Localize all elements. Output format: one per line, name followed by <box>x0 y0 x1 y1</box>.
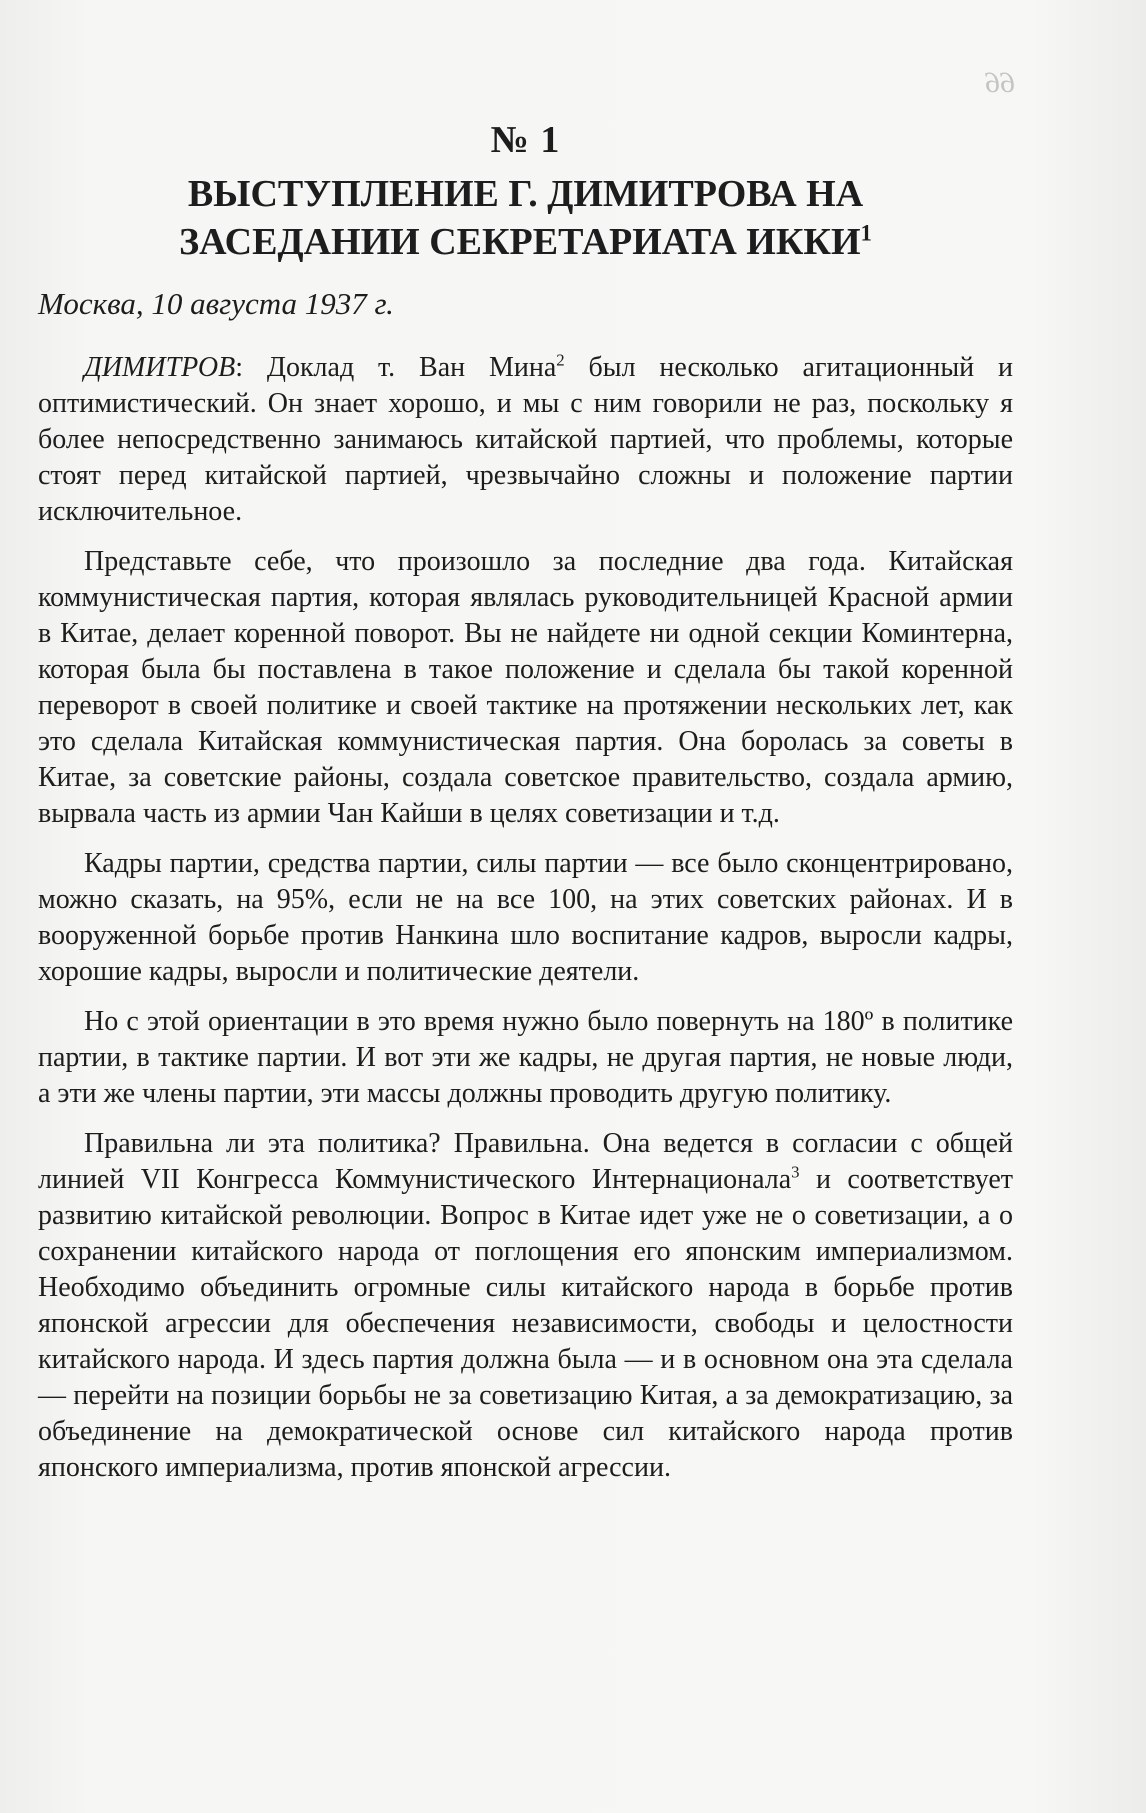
paragraph-3: Кадры партии, средства партии, силы партии — все было сконцентрировано, можно сказать, на 95%, если не на все 100, на этих советских районах. И в вооруженной борьбе против Нанкина шло воспитание кадров, выросли кадры, хорошие кадры, выросли и политические деятели. <box>38 848 1013 987</box>
date-line: Москва, 10 августа 1937 г. <box>38 286 394 321</box>
paragraph-4: Но с этой ориентации в это время нужно было повернуть на 180º в политике партии, в тактике партии. И вот эти же кадры, не другая партия, не новые люди, а эти же члены партии, эти массы должны проводить другую политику. <box>38 1006 1013 1109</box>
title-footnote-marker: 1 <box>860 220 872 246</box>
page-content <box>38 118 1013 1500</box>
paragraph-1-text-b: был несколько агитационный и оптимистический. Он знает хорошо, и мы с ним говорили не раз, поскольку я более непосредственно занимаюсь китайской партией, что проблемы, которые стоят перед китайской партией, чрезвычайно сложны и положение партии исключительное. <box>38 352 1013 527</box>
paragraph-1 <box>38 350 1013 530</box>
document-title <box>38 170 1013 266</box>
paragraph-2: Представьте себе, что произошло за последние два года. Китайская коммунистическая партия, которая являлась руководительницей Красной армии в Китае, делает коренной поворот. Вы не найдете ни одной секции Коминтерна, которая была бы поставлена в такое положение и сделала бы такой коренной переворот в своей политике и своей тактике на протяжении нескольких лет, как это сделала Китайская коммунистическая партия. Она боролась за советы в Китае, за советские районы, создала советское правительство, создала армию, вырвала часть из армии Чан Кайши в целях советизации и т.д. <box>38 546 1013 829</box>
paragraph-1-text-a: : Доклад т. Ван Мина <box>235 352 557 383</box>
paragraph-5 <box>38 1126 1013 1486</box>
footnote-marker-3: 3 <box>791 1162 800 1182</box>
paragraph-5-text-a: Правильна ли эта политика? Правильна. Она ведется в согласии с общей линией VII Конгресса Коммунистического Интернационала <box>38 1128 1013 1195</box>
speaker-name: ДИМИТРОВ <box>84 352 236 383</box>
title-line-1: ВЫСТУПЛЕНИЕ Г. ДИМИТРОВА НА <box>187 173 864 215</box>
paragraph-5-text-b: и соответствует развитию китайской революции. Вопрос в Китае идет уже не о советизации, а о сохранении китайского народа от поглощения его японским империализмом. Необходимо объединить огромные силы китайского народа в борьбе против японской агрессии для обеспечения независимости, свободы и целостности китайского народа. И здесь партия должна была — и в основном она эта сделала — перейти на позиции борьбы не за советизацию Китая, а за демократизацию, за объединение на демократической основе сил китайского народа против японского империализма, против японской агрессии. <box>38 1164 1013 1483</box>
title-line-2: ЗАСЕДАНИИ СЕКРЕТАРИАТА ИККИ <box>179 221 861 263</box>
page-number-bleedthrough: 66 <box>985 66 1015 99</box>
document-number: № 1 <box>490 119 561 161</box>
footnote-marker-2: 2 <box>556 350 565 370</box>
